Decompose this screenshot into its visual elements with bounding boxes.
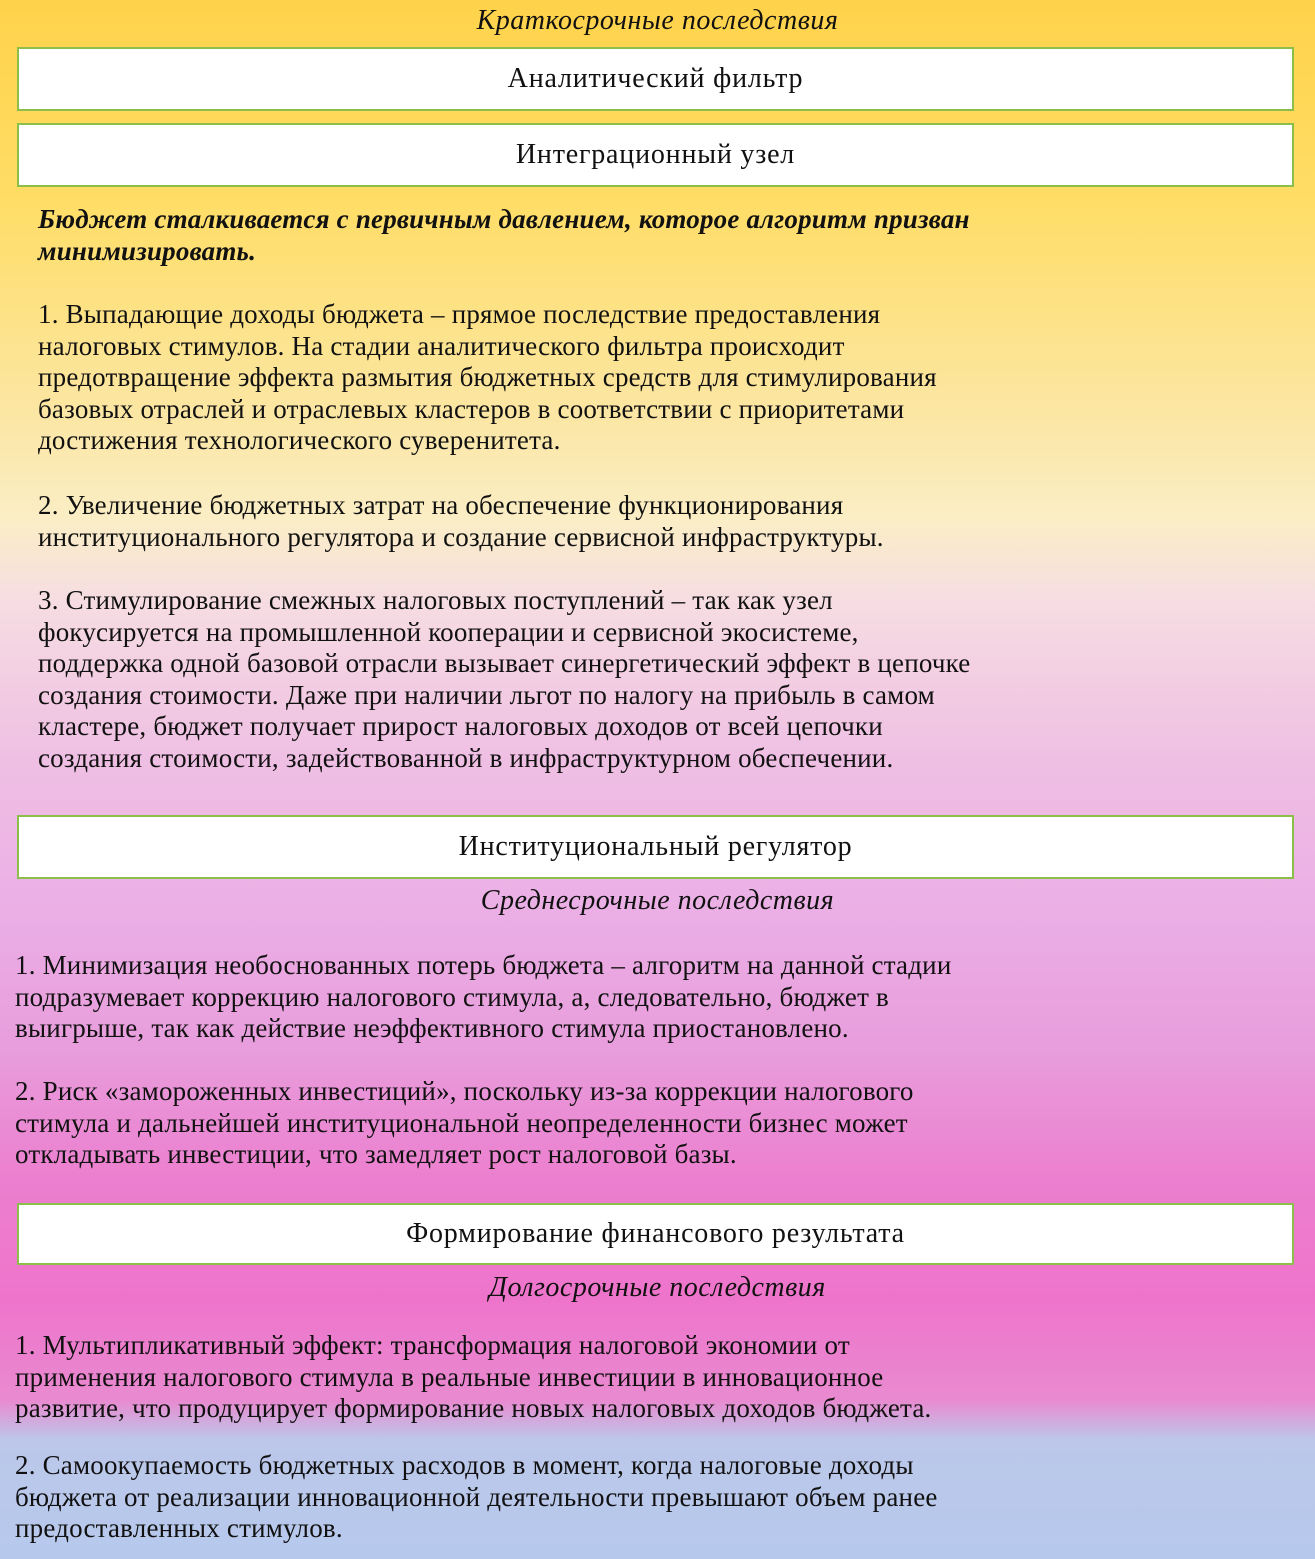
long-term-title: Долгосрочные последствия (489, 1272, 826, 1303)
short-term-item-1: 1. Выпадающие доходы бюджета – прямое последствие предоставления налоговых стимулов. На стадии аналитического фильтра происходит предотвращение эффекта размытия бюджетных средств для стимулирования базовых отраслей и отраслевых кластеров в соответствии с приоритетами достижения технологического суверенитета. (38, 299, 937, 456)
short-term-item-3: 3. Стимулирование смежных налоговых поступлений – так как узел фокусируется на промышленной кооперации и сервисной экосистеме, поддержка одной базовой отрасли вызывает синергетический эффект в цепочке создания стоимости. Даже при наличии льгот по налогу на прибыль в самом кластере, бюджет получает прирост налоговых доходов от всей цепочки создания стоимости, задействованной в инфраструктурном обеспечении. (38, 585, 971, 773)
analytical-filter-label: Аналитический фильтр (507, 63, 804, 94)
short-term-item-2: 2. Увеличение бюджетных затрат на обеспечение функционирования институционального регулятора и создание сервисной инфраструктуры. (38, 490, 884, 552)
integration-node-box (17, 123, 1294, 187)
short-term-title: Краткосрочные последствия (476, 5, 839, 36)
mid-term-item-1: 1. Минимизация необоснованных потерь бюджета – алгоритм на данной стадии подразумевает коррекцию налогового стимула, а, следовательно, бюджет в выигрыше, так как действие неэффективного стимула приостановлено. (15, 950, 952, 1044)
mid-term-item-2: 2. Риск «замороженных инвестиций», поскольку из-за коррекции налогового стимула и дальнейшей институциональной неопределенности бизнес может откладывать инвестиции, что замедляет рост налоговой базы. (15, 1076, 914, 1170)
financial-result-label: Формирование финансового результата (406, 1218, 905, 1249)
long-term-item-2: 2. Самоокупаемость бюджетных расходов в момент, когда налоговые доходы бюджета от реализации инновационной деятельности превышают объем ранее предоставленных стимулов. (15, 1450, 938, 1544)
integration-node-label: Интеграционный узел (515, 139, 796, 170)
short-term-intro: Бюджет сталкивается с первичным давлением, которое алгоритм призван минимизировать. (38, 204, 970, 266)
institutional-regulator-label: Институциональный регулятор (458, 831, 853, 862)
long-term-item-1: 1. Мультипликативный эффект: трансформация налоговой экономии от применения налогового стимула в реальные инвестиции в инновационное развитие, что продуцирует формирование новых налоговых доходов бюджета. (15, 1330, 932, 1424)
institutional-regulator-box (17, 815, 1294, 879)
analytical-filter-box (17, 47, 1294, 111)
financial-result-box (17, 1203, 1294, 1265)
mid-term-title: Среднесрочные последствия (480, 885, 835, 916)
